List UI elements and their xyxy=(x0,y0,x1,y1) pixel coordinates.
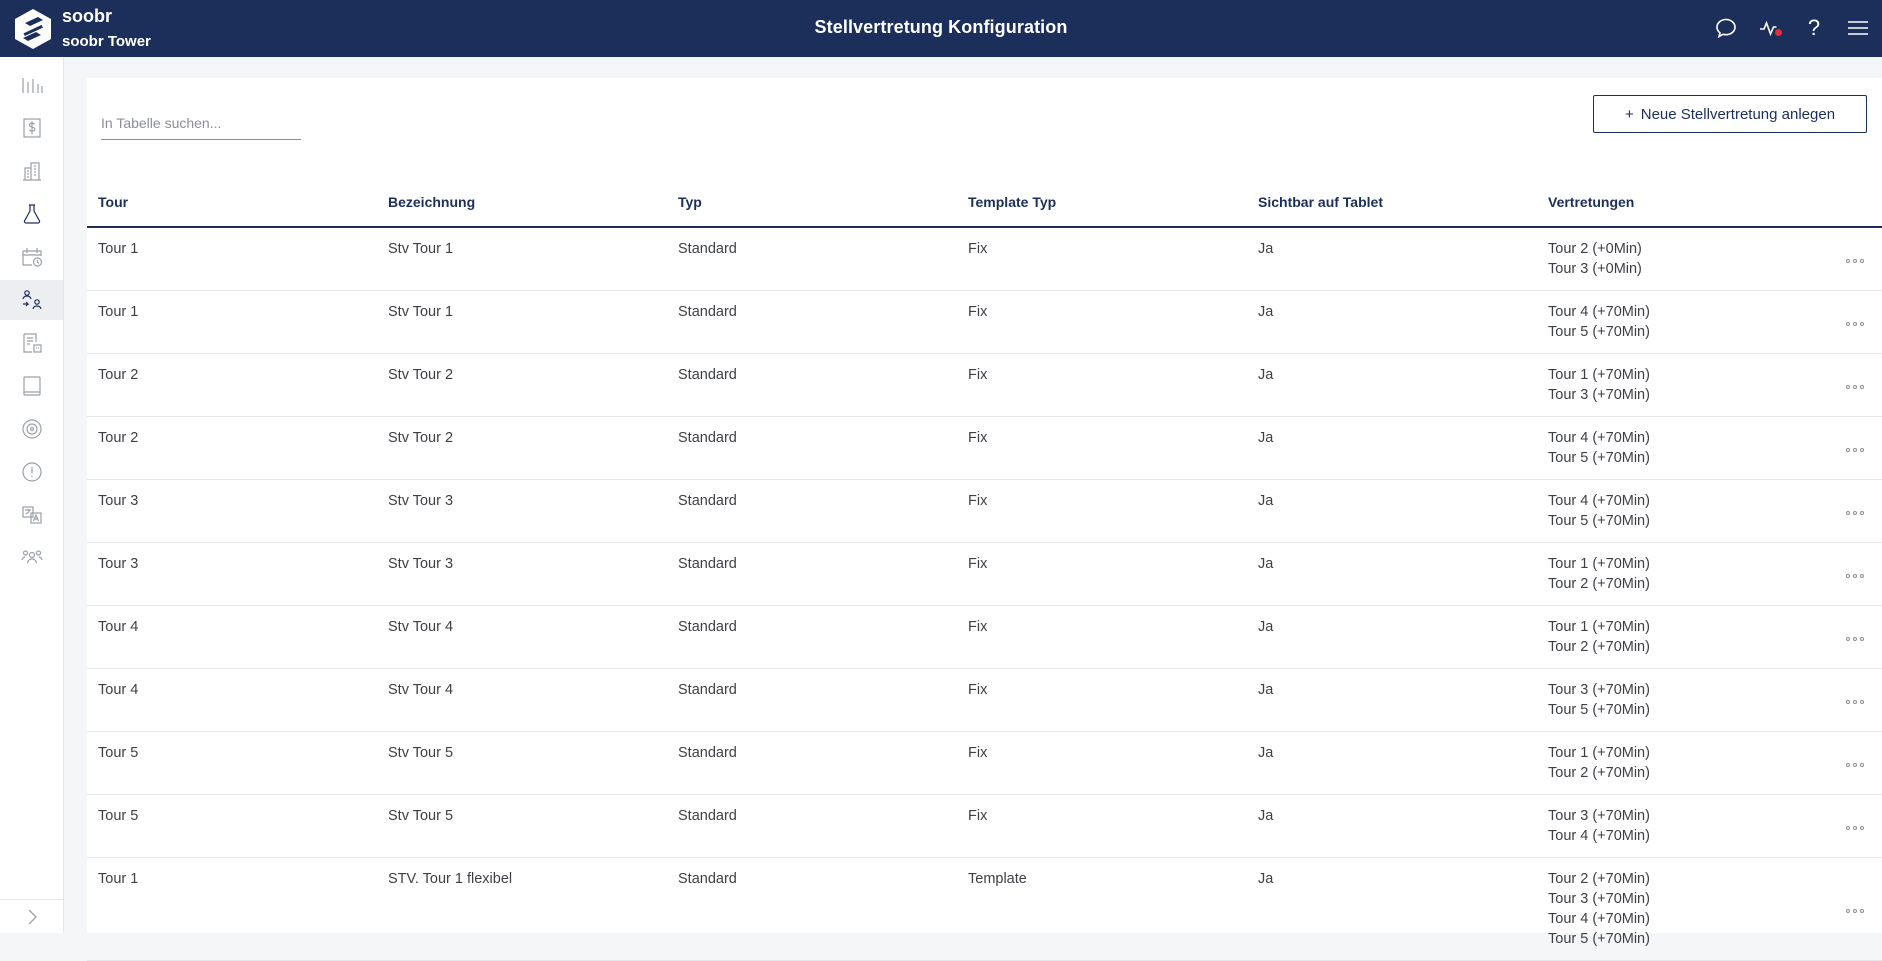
sidebar-item-analytics[interactable] xyxy=(0,65,63,105)
more-options-icon[interactable] xyxy=(1846,700,1864,704)
substitution-entry: Tour 5 (+70Min) xyxy=(1548,702,1650,718)
table-row[interactable] xyxy=(87,732,1882,795)
substitution-entry: Tour 2 (+70Min) xyxy=(1548,576,1650,592)
substitution-entry: Tour 4 (+70Min) xyxy=(1548,493,1650,509)
table-row[interactable] xyxy=(87,543,1882,606)
cell-sichtbar: Ja xyxy=(1247,669,1537,732)
more-options-icon[interactable] xyxy=(1846,322,1864,326)
column-header-bezeichnung[interactable]: Bezeichnung xyxy=(377,178,667,227)
cell-bezeichnung: Stv Tour 3 xyxy=(377,480,667,543)
app-name: soobr xyxy=(62,6,113,26)
dollar-icon xyxy=(20,116,44,140)
cell-template-typ: Fix xyxy=(957,417,1247,480)
column-header-typ[interactable]: Typ xyxy=(667,178,957,227)
cell-sichtbar: Ja xyxy=(1247,795,1537,858)
cell-sichtbar: Ja xyxy=(1247,354,1537,417)
column-header-sichtbar[interactable]: Sichtbar auf Tablet xyxy=(1247,178,1537,227)
sidebar-item-translations[interactable] xyxy=(0,495,63,535)
substitution-entry: Tour 4 (+70Min) xyxy=(1548,304,1650,320)
table-row[interactable] xyxy=(87,795,1882,858)
sidebar-item-schedule[interactable] xyxy=(0,237,63,277)
substitution-entry: Tour 1 (+70Min) xyxy=(1548,556,1650,572)
cell-sichtbar: Ja xyxy=(1247,417,1537,480)
cell-typ: Standard xyxy=(667,227,957,291)
cell-sichtbar: Ja xyxy=(1247,732,1537,795)
cell-template-typ: Fix xyxy=(957,606,1247,669)
sidebar-item-alerts[interactable] xyxy=(0,452,63,492)
tablet-icon xyxy=(20,374,44,398)
cell-vertretungen xyxy=(1537,795,1827,858)
table-row[interactable] xyxy=(87,858,1882,961)
top-bar xyxy=(0,0,1882,57)
table-row[interactable] xyxy=(87,354,1882,417)
sidebar-item-substitution[interactable] xyxy=(0,280,63,320)
cell-tour: Tour 1 xyxy=(87,858,377,961)
cell-tour: Tour 2 xyxy=(87,354,377,417)
cell-bezeichnung: Stv Tour 4 xyxy=(377,606,667,669)
new-substitution-button[interactable]: + Neue Stellvertretung anlegen xyxy=(1593,95,1867,133)
cell-template-typ: Fix xyxy=(957,795,1247,858)
alert-icon xyxy=(20,460,44,484)
cell-actions xyxy=(1827,543,1882,606)
cell-typ: Standard xyxy=(667,732,957,795)
more-options-icon[interactable] xyxy=(1846,511,1864,515)
cell-tour: Tour 4 xyxy=(87,606,377,669)
more-options-icon[interactable] xyxy=(1846,448,1864,452)
cell-actions xyxy=(1827,858,1882,961)
substitution-entry: Tour 1 (+70Min) xyxy=(1548,367,1650,383)
table-row[interactable] xyxy=(87,480,1882,543)
cell-vertretungen xyxy=(1537,543,1827,606)
cell-typ: Standard xyxy=(667,669,957,732)
sidebar-item-reports[interactable] xyxy=(0,323,63,363)
chevron-right-icon xyxy=(22,907,42,927)
cell-sichtbar: Ja xyxy=(1247,606,1537,669)
cell-template-typ: Fix xyxy=(957,732,1247,795)
cell-bezeichnung: STV. Tour 1 flexibel xyxy=(377,858,667,961)
cell-typ: Standard xyxy=(667,291,957,354)
cell-actions xyxy=(1827,480,1882,543)
cell-template-typ: Fix xyxy=(957,480,1247,543)
notification-dot xyxy=(1775,29,1782,36)
table-search-input[interactable] xyxy=(101,110,301,140)
cell-template-typ: Fix xyxy=(957,543,1247,606)
substitution-table xyxy=(87,178,1882,961)
cell-tour: Tour 1 xyxy=(87,291,377,354)
activity-icon[interactable] xyxy=(1754,12,1786,44)
substitution-entry: Tour 3 (+70Min) xyxy=(1548,682,1650,698)
cell-bezeichnung: Stv Tour 1 xyxy=(377,291,667,354)
substitution-entry: Tour 2 (+70Min) xyxy=(1548,639,1650,655)
cell-vertretungen xyxy=(1537,291,1827,354)
cell-vertretungen xyxy=(1537,354,1827,417)
sidebar-item-tablet[interactable] xyxy=(0,366,63,406)
substitution-entry: Tour 5 (+70Min) xyxy=(1548,324,1650,340)
substitution-entry: Tour 3 (+70Min) xyxy=(1548,891,1650,907)
cell-template-typ: Fix xyxy=(957,227,1247,291)
target-icon xyxy=(20,417,44,441)
translate-icon xyxy=(20,503,44,527)
cell-bezeichnung: Stv Tour 3 xyxy=(377,543,667,606)
sidebar-item-lab[interactable] xyxy=(0,194,63,234)
cell-vertretungen xyxy=(1537,606,1827,669)
chat-icon[interactable] xyxy=(1710,12,1742,44)
substitution-entry: Tour 2 (+70Min) xyxy=(1548,871,1650,887)
cell-tour: Tour 5 xyxy=(87,795,377,858)
more-options-icon[interactable] xyxy=(1846,259,1864,263)
cell-actions xyxy=(1827,606,1882,669)
cell-template-typ: Fix xyxy=(957,291,1247,354)
sidebar xyxy=(0,57,64,933)
column-header-tour[interactable]: Tour xyxy=(87,178,377,227)
cell-actions xyxy=(1827,354,1882,417)
substitution-icon xyxy=(20,288,44,312)
table-row[interactable] xyxy=(87,227,1882,291)
more-options-icon[interactable] xyxy=(1846,909,1864,913)
cell-tour: Tour 5 xyxy=(87,732,377,795)
new-substitution-button-label: Neue Stellvertretung anlegen xyxy=(1640,105,1836,123)
table-row[interactable] xyxy=(87,606,1882,669)
app-subtitle: soobr Tower xyxy=(62,33,151,50)
substitution-entry: Tour 5 (+70Min) xyxy=(1548,450,1650,466)
cell-actions xyxy=(1827,795,1882,858)
cell-typ: Standard xyxy=(667,858,957,961)
substitution-entry: Tour 4 (+70Min) xyxy=(1548,430,1650,446)
column-header-template-typ[interactable]: Template Typ xyxy=(957,178,1247,227)
document-building-icon xyxy=(20,331,44,355)
more-options-icon[interactable] xyxy=(1846,763,1864,767)
cell-typ: Standard xyxy=(667,795,957,858)
more-options-icon[interactable] xyxy=(1846,574,1864,578)
cell-actions xyxy=(1827,227,1882,291)
substitution-entry: Tour 4 (+70Min) xyxy=(1548,828,1650,844)
substitution-entry: Tour 1 (+70Min) xyxy=(1548,745,1650,761)
cell-sichtbar: Ja xyxy=(1247,291,1537,354)
table-body xyxy=(87,227,1882,961)
table-row[interactable] xyxy=(87,669,1882,732)
cell-template-typ: Fix xyxy=(957,669,1247,732)
buildings-icon xyxy=(20,159,44,183)
cell-template-typ: Template xyxy=(957,858,1247,961)
cell-bezeichnung: Stv Tour 1 xyxy=(377,227,667,291)
sidebar-collapse-toggle[interactable] xyxy=(0,899,63,934)
cell-typ: Standard xyxy=(667,543,957,606)
column-header-actions xyxy=(1827,178,1882,227)
substitution-entry: Tour 3 (+70Min) xyxy=(1548,387,1650,403)
flask-icon xyxy=(20,202,44,226)
cell-typ: Standard xyxy=(667,606,957,669)
cell-sichtbar: Ja xyxy=(1247,480,1537,543)
bar-chart-icon xyxy=(20,73,44,97)
substitution-entry: Tour 2 (+0Min) xyxy=(1548,241,1642,257)
substitution-entry: Tour 2 (+70Min) xyxy=(1548,765,1650,781)
substitution-entry: Tour 5 (+70Min) xyxy=(1548,931,1650,947)
cell-vertretungen xyxy=(1537,480,1827,543)
sidebar-item-team[interactable] xyxy=(0,538,63,578)
cell-bezeichnung: Stv Tour 2 xyxy=(377,417,667,480)
substitution-entry: Tour 1 (+70Min) xyxy=(1548,619,1650,635)
more-options-icon[interactable] xyxy=(1846,385,1864,389)
more-options-icon[interactable] xyxy=(1846,826,1864,830)
cell-bezeichnung: Stv Tour 2 xyxy=(377,354,667,417)
cell-bezeichnung: Stv Tour 4 xyxy=(377,669,667,732)
menu-icon[interactable] xyxy=(1842,12,1874,44)
cell-sichtbar: Ja xyxy=(1247,543,1537,606)
cell-actions xyxy=(1827,669,1882,732)
cell-tour: Tour 1 xyxy=(87,227,377,291)
column-header-vertretungen[interactable]: Vertretungen xyxy=(1537,178,1827,227)
cell-tour: Tour 3 xyxy=(87,480,377,543)
sidebar-item-buildings[interactable] xyxy=(0,151,63,191)
page-title: Stellvertretung Konfiguration xyxy=(814,17,1068,37)
cell-tour: Tour 4 xyxy=(87,669,377,732)
cell-bezeichnung: Stv Tour 5 xyxy=(377,732,667,795)
sidebar-item-finance[interactable] xyxy=(0,108,63,148)
cell-typ: Standard xyxy=(667,480,957,543)
cell-typ: Standard xyxy=(667,417,957,480)
more-options-icon[interactable] xyxy=(1846,637,1864,641)
cell-actions xyxy=(1827,417,1882,480)
cell-actions xyxy=(1827,291,1882,354)
cell-tour: Tour 3 xyxy=(87,543,377,606)
cell-tour: Tour 2 xyxy=(87,417,377,480)
cell-vertretungen xyxy=(1537,732,1827,795)
table-header-row xyxy=(87,178,1882,227)
cell-vertretungen xyxy=(1537,417,1827,480)
table-row[interactable] xyxy=(87,291,1882,354)
cell-vertretungen xyxy=(1537,858,1827,961)
cell-vertretungen xyxy=(1537,227,1827,291)
substitution-entry: Tour 3 (+0Min) xyxy=(1548,261,1642,277)
cell-typ: Standard xyxy=(667,354,957,417)
table-row[interactable] xyxy=(87,417,1882,480)
substitution-entry: Tour 5 (+70Min) xyxy=(1548,513,1650,529)
main-panel xyxy=(87,78,1882,947)
substitution-entry: Tour 3 (+70Min) xyxy=(1548,808,1650,824)
team-icon xyxy=(20,546,44,570)
cell-actions xyxy=(1827,732,1882,795)
cell-sichtbar: Ja xyxy=(1247,858,1537,961)
cell-vertretungen xyxy=(1537,669,1827,732)
cell-bezeichnung: Stv Tour 5 xyxy=(377,795,667,858)
sidebar-item-targets[interactable] xyxy=(0,409,63,449)
help-icon[interactable]: ? xyxy=(1807,15,1821,40)
cell-sichtbar: Ja xyxy=(1247,227,1537,291)
substitution-entry: Tour 4 (+70Min) xyxy=(1548,911,1650,927)
calendar-clock-icon xyxy=(20,245,44,269)
cell-template-typ: Fix xyxy=(957,354,1247,417)
